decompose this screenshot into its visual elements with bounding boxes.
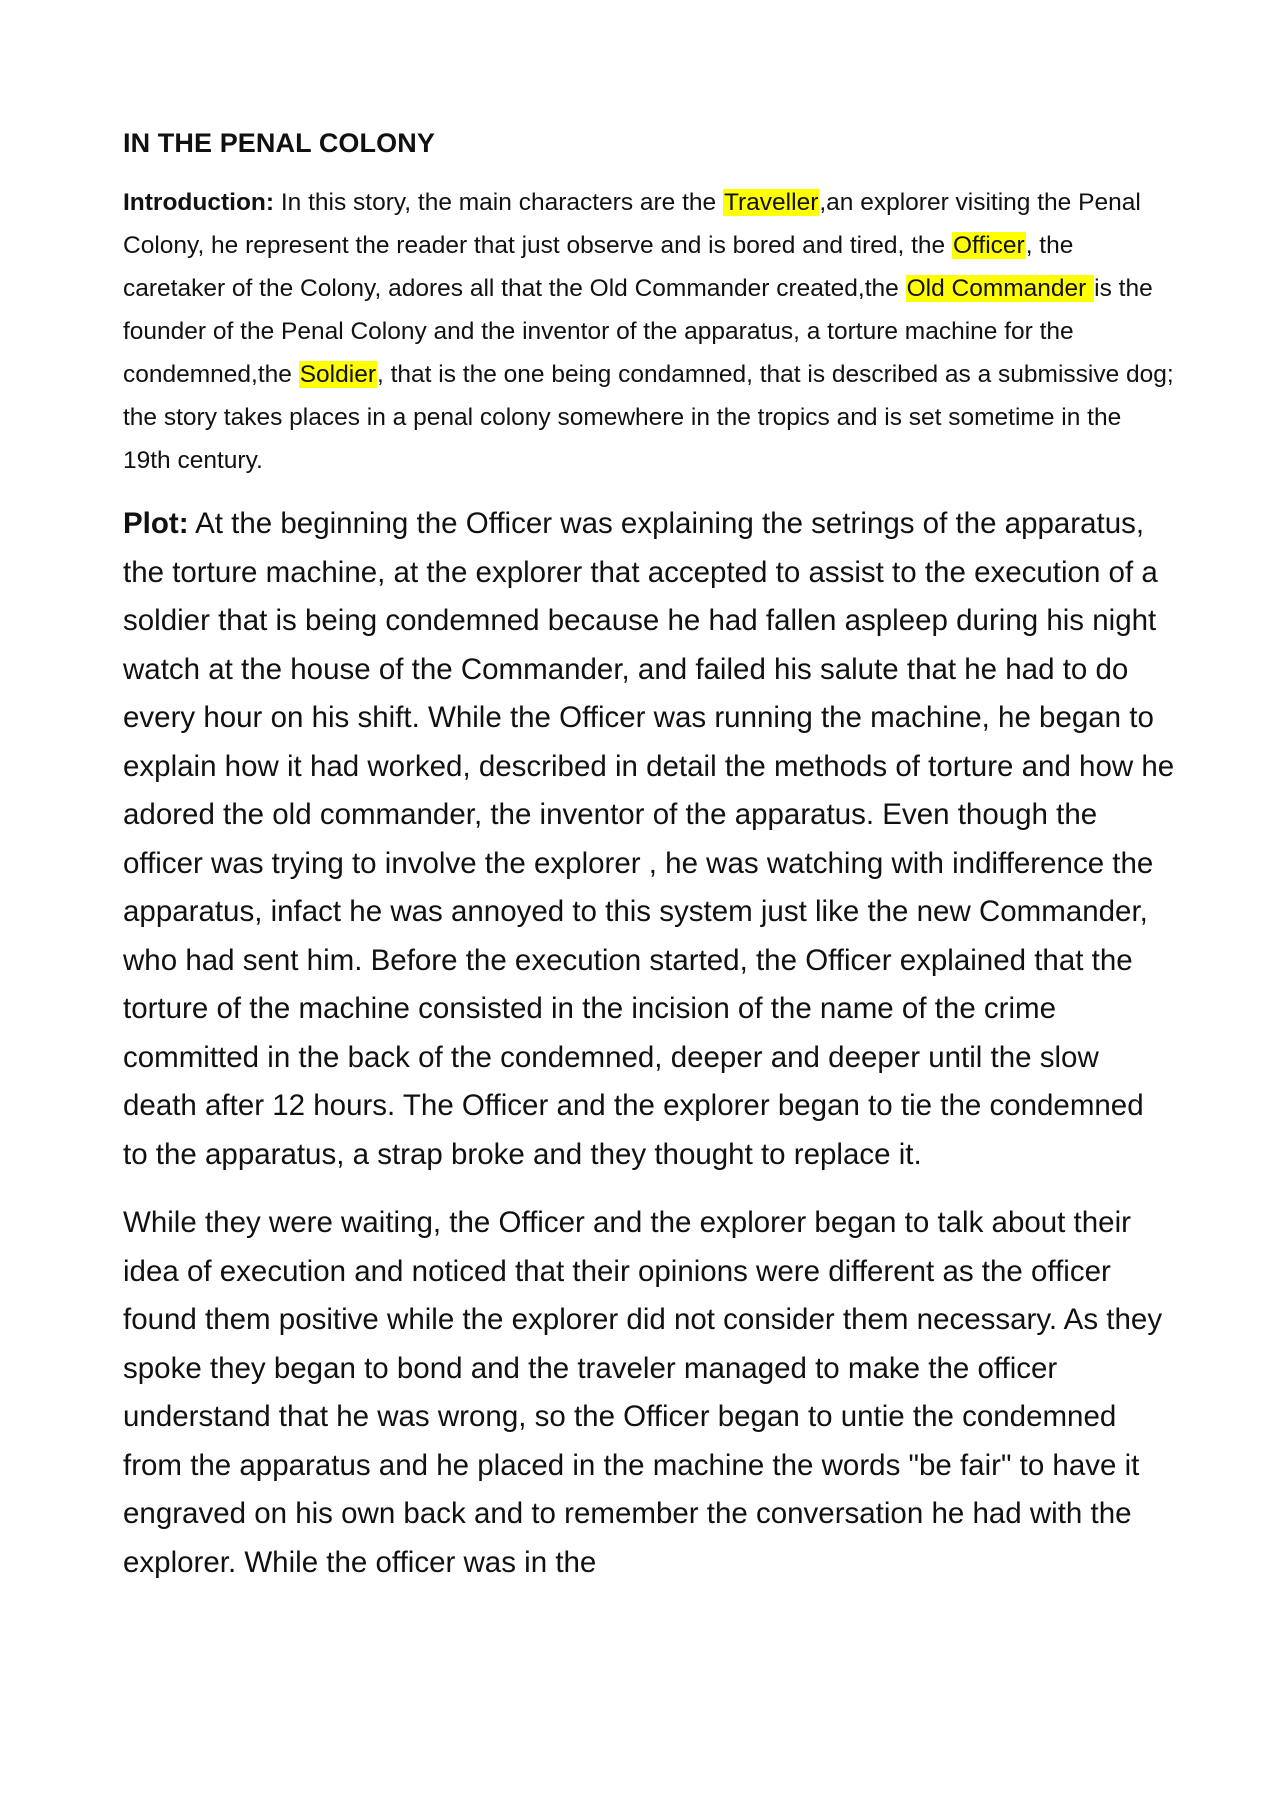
intro-text-1: In this story, the main characters are the — [274, 189, 723, 216]
intro-text-3: , the caretaker of the Colony, adores all that the Old Commander created,the — [123, 232, 1074, 302]
plot-continuation-paragraph: While they were waiting, the Officer and the explorer began to talk about their idea of execution and noticed that their opinions were different as the officer found them positive while the explorer did not consider them necessary. As they spoke they began to bond and the traveler managed to make the officer understand that he was wrong, so the Officer began to untie the condemned from the apparatus and he placed in the machine the words "be fair" to have it engraved on his own back and to remember the conversation he had with the explorer. While the officer was in the — [123, 1206, 1163, 1579]
document-title: IN THE PENAL COLONY — [123, 128, 435, 158]
highlight-soldier: Soldier — [299, 361, 376, 388]
highlight-officer: Officer — [952, 232, 1025, 259]
document-page — [123, 128, 1175, 1587]
plot-paragraph — [123, 500, 1175, 1179]
introduction-paragraph — [123, 181, 1175, 482]
intro-text-4: is the founder of the Penal Colony and the inventor of the apparatus, a torture machine for the condemned,the — [123, 275, 1153, 388]
plot-label: Plot: — [123, 507, 189, 540]
highlight-traveller: Traveller — [723, 189, 819, 216]
plot-text: At the beginning the Officer was explaining the setrings of the apparatus, the torture machine, at the explorer that accepted to assist to the execution of a soldier that is being condemned because he had fallen aspleep during his night watch at the house of the Commander, and failed his salute that he had to do every hour on his shift. While the Officer was running the machine, he began to explain how it had worked, described in detail the methods of torture and how he adored the old commander, the inventor of the apparatus. Even though the officer was trying to involve the explorer , he was watching with indifference the apparatus, infact he was annoyed to this system just like the new Commander, who had sent him. Before the execution started, the Officer explained that the torture of the machine consisted in the incision of the name of the crime committed in the back of the condemned, deeper and deeper until the slow death after 12 hours. The Officer and the explorer began to tie the condemned to the apparatus, a strap broke and they thought to replace it. — [123, 507, 1175, 1171]
intro-text-5: , that is the one being condamned, that is described as a submissive dog; the story takes places in a penal colony somewhere in the tropics and is set sometime in the 19th century. — [123, 361, 1174, 474]
introduction-label: Introduction: — [123, 189, 275, 216]
intro-text-2: ,an explorer visiting the Penal Colony, he represent the reader that just observe and is bored and tired, the — [123, 189, 1141, 259]
highlight-old-commander: Old Commander — [906, 275, 1094, 302]
